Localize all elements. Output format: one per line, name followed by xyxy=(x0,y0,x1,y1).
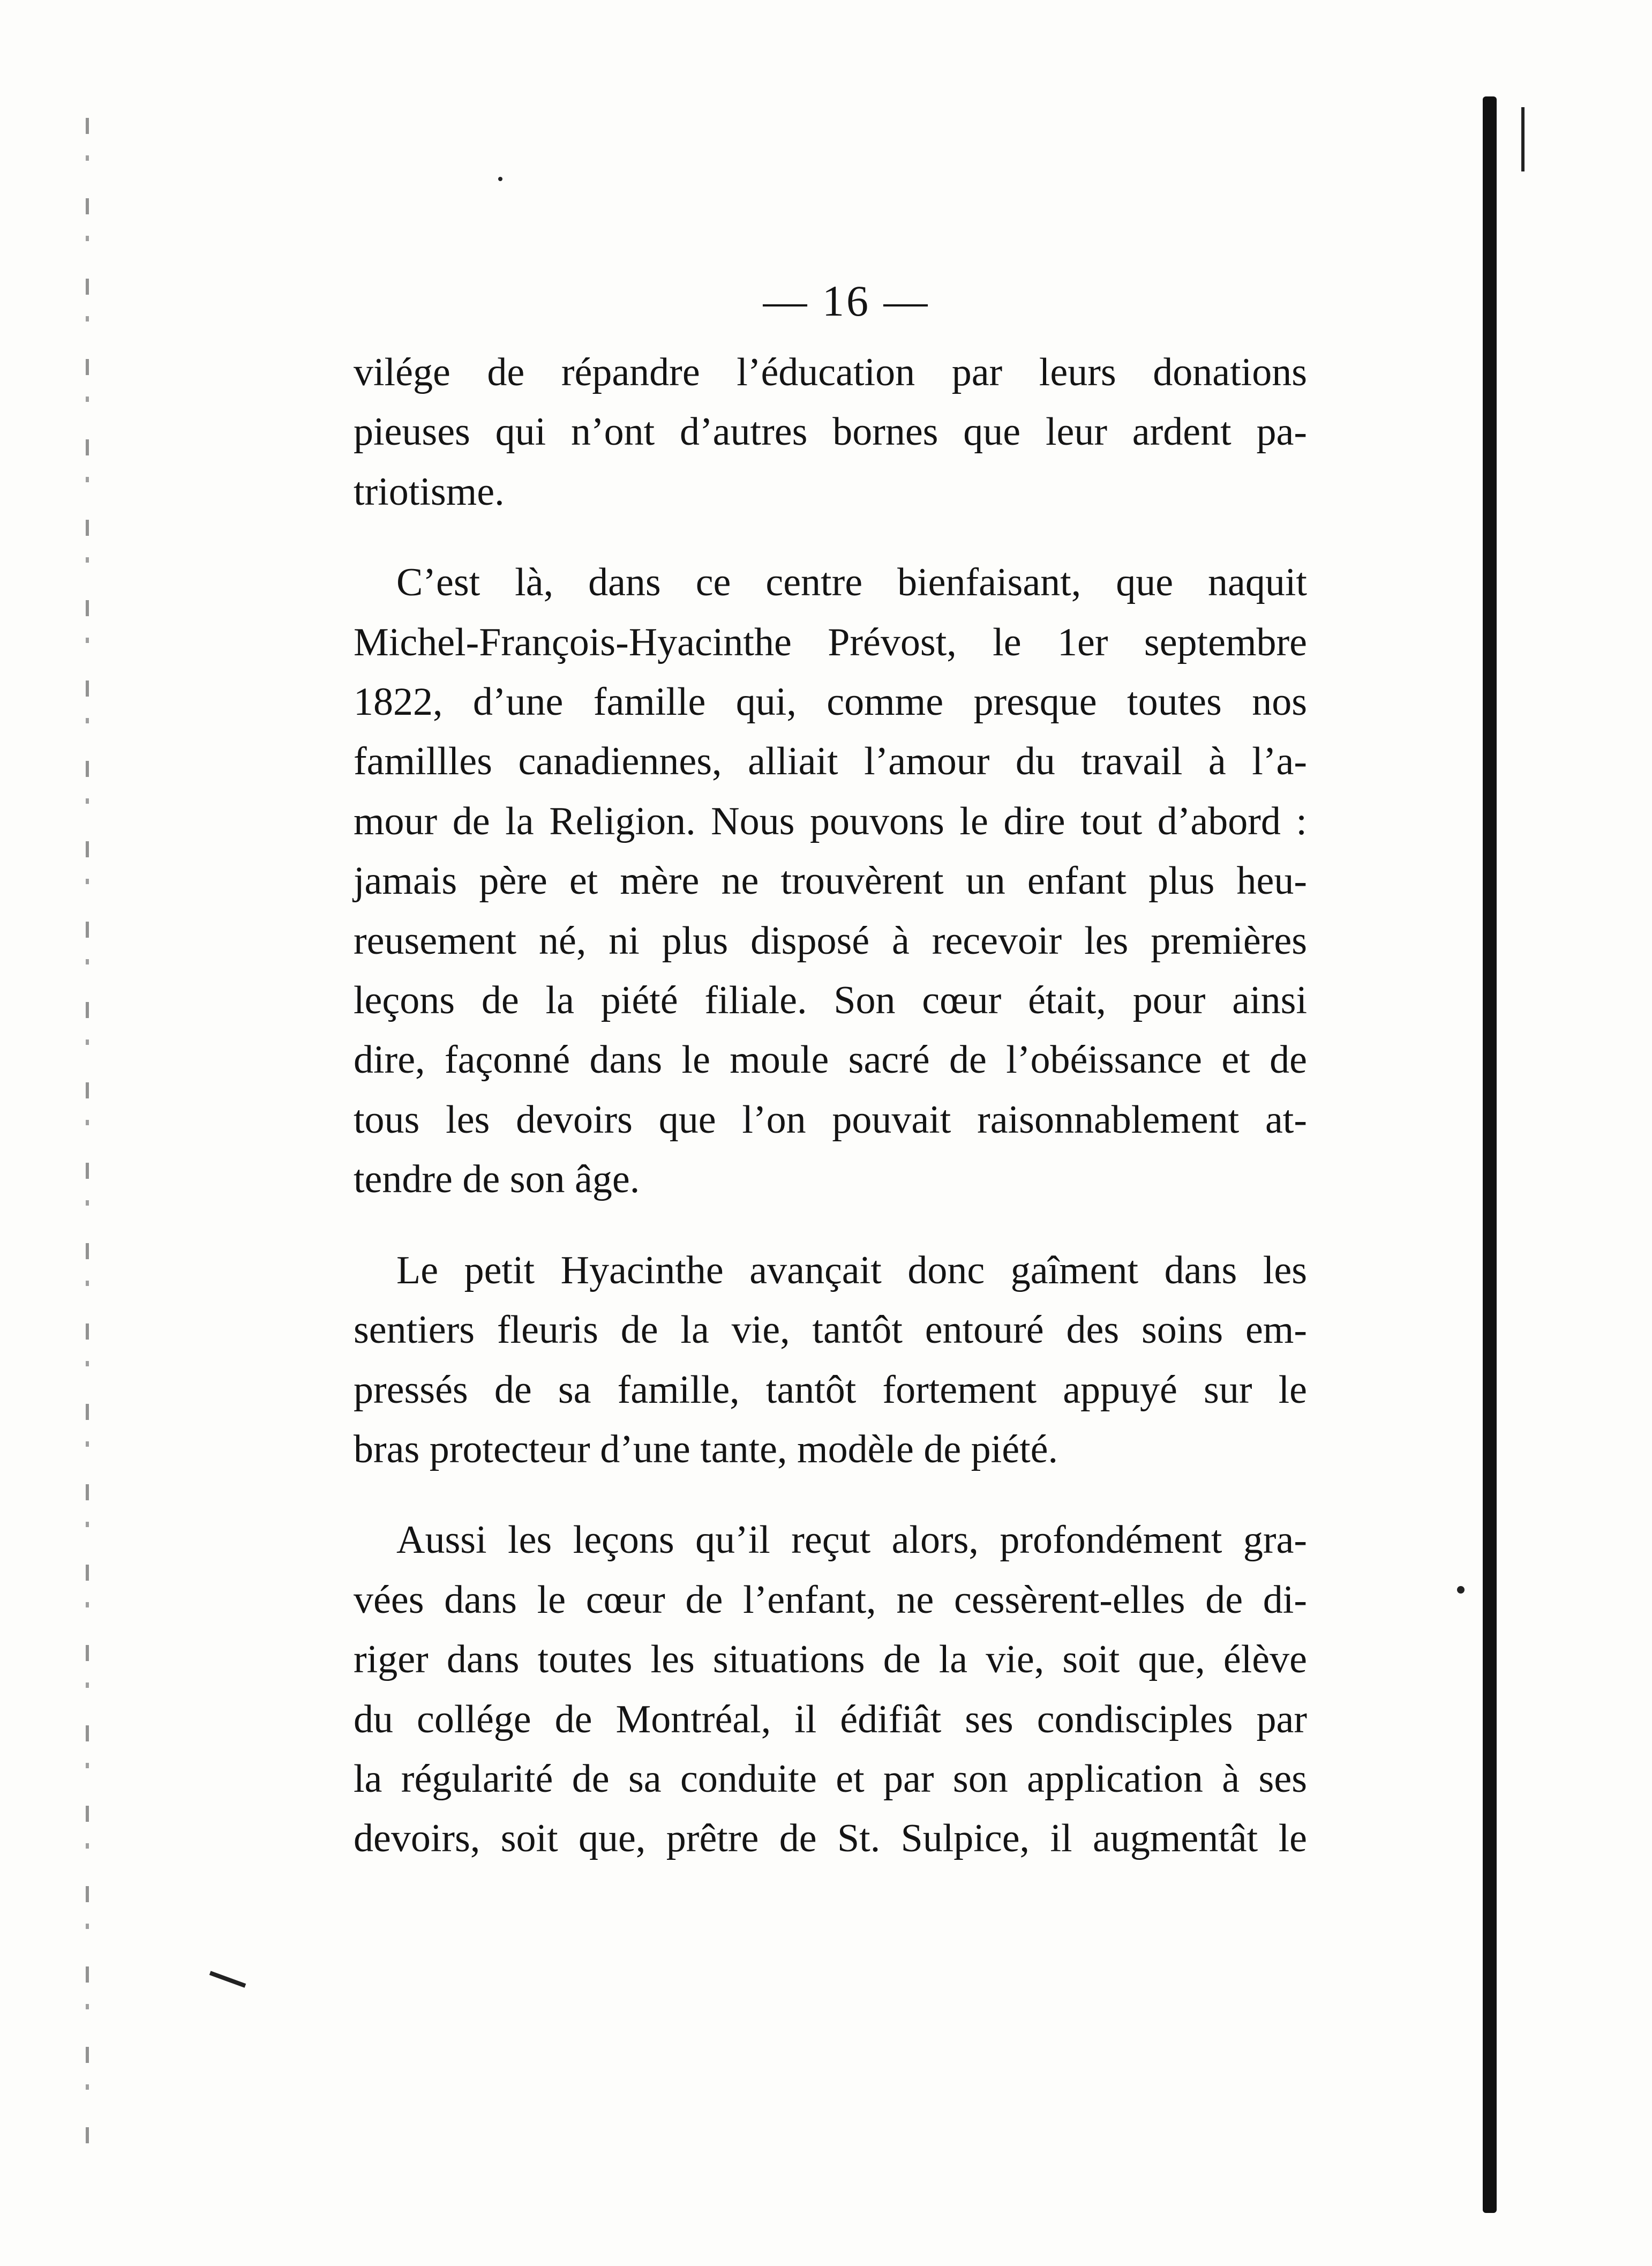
scan-speck xyxy=(1457,1586,1465,1594)
text-line: mour de la Religion. Nous pouvons le dire tout d’abord : xyxy=(354,799,1307,843)
text-line: sentiers fleuris de la vie, tantôt entouré des soins em- xyxy=(354,1308,1307,1352)
text-line: Aussi les leçons qu’il reçut alors, profondément gra- xyxy=(396,1518,1307,1562)
text-line: vées dans le cœur de l’enfant, ne cessèrent-elles de di- xyxy=(354,1577,1307,1622)
text-line: du collége de Montréal, il édifiât ses condisciples par xyxy=(354,1697,1307,1741)
text-line: pieuses qui n’ont d’autres bornes que leur ardent pa- xyxy=(354,410,1307,454)
text-line: tous les devoirs que l’on pouvait raisonnablement at- xyxy=(354,1097,1307,1142)
text-line: 1822, d’une famille qui, comme presque toutes nos xyxy=(354,680,1307,724)
page-number: — 16 — xyxy=(763,276,930,325)
left-binding-edge xyxy=(86,118,89,2154)
text-line: triotisme. xyxy=(354,469,505,514)
text-line: vilége de répandre l’éducation par leurs donations xyxy=(354,350,1307,394)
scan-speck xyxy=(498,177,502,181)
text-line: jamais père et mère ne trouvèrent un enfant plus heu- xyxy=(354,859,1307,903)
text-line: C’est là, dans ce centre bienfaisant, que naquit xyxy=(396,560,1307,605)
right-binding-edge xyxy=(1483,96,1497,2213)
right-edge-mark xyxy=(1521,107,1525,171)
text-line: la régularité de sa conduite et par son application à ses xyxy=(354,1756,1307,1801)
body-text xyxy=(354,343,1307,1869)
text-line: leçons de la piété filiale. Son cœur était, pour ainsi xyxy=(354,978,1307,1023)
scan-speck xyxy=(209,1971,246,1987)
text-line: Le petit Hyacinthe avançait donc gaîment dans les xyxy=(396,1248,1307,1292)
text-line: riger dans toutes les situations de la vie, soit que, élève xyxy=(354,1637,1307,1682)
text-line: bras protecteur d’une tante, modèle de piété. xyxy=(354,1427,1058,1471)
text-line: reusement né, ni plus disposé à recevoir les premières xyxy=(354,918,1307,963)
text-line: tendre de son âge. xyxy=(354,1157,640,1202)
text-line: devoirs, soit que, prêtre de St. Sulpice, il augmentât le xyxy=(354,1816,1307,1861)
text-line: Michel-François-Hyacinthe Prévost, le 1er septembre xyxy=(354,620,1307,664)
text-line: pressés de sa famille, tantôt fortement appuyé sur le xyxy=(354,1367,1307,1412)
text-line: dire, façonné dans le moule sacré de l’obéissance et de xyxy=(354,1038,1307,1082)
text-line: famillles canadiennes, alliait l’amour du travail à l’a- xyxy=(354,739,1307,784)
